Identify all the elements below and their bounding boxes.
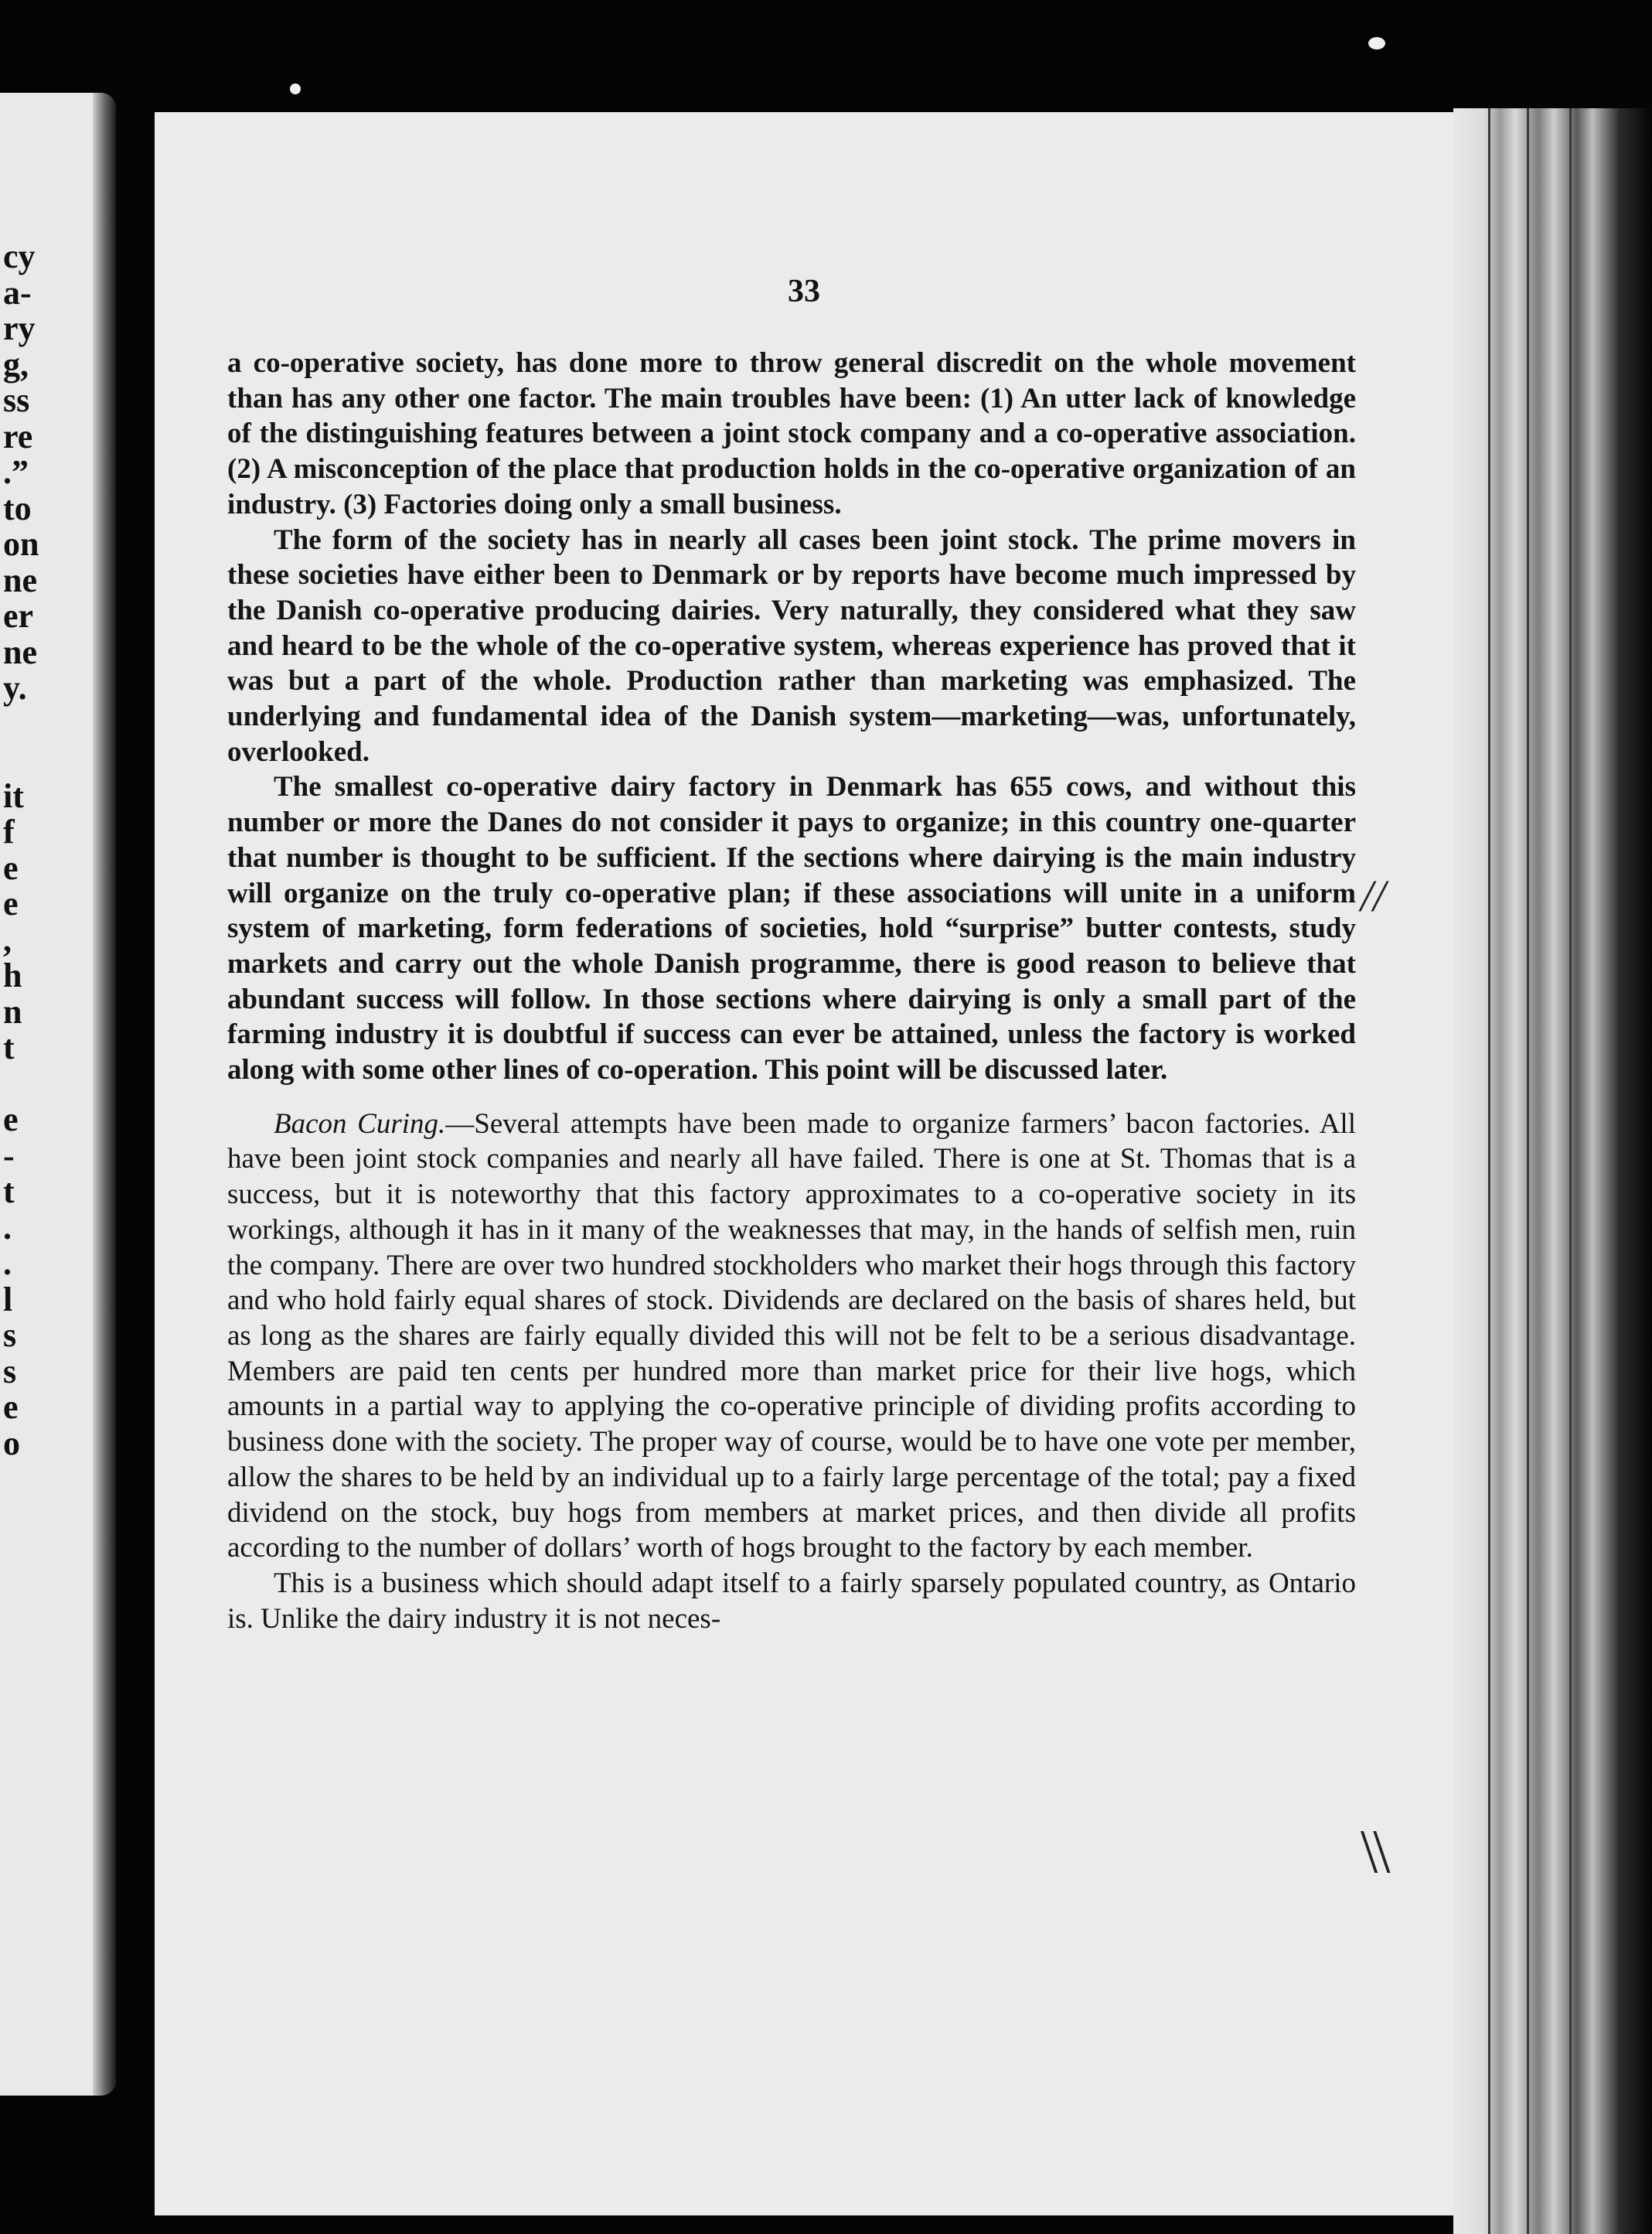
handwritten-margin-mark-upper: // — [1361, 871, 1386, 921]
paragraph-3: The smallest co-operative dairy factory in Denmark has 655 cows, and without this number or more the Danes do not consider it pays to organize; in this country one-quarter that number is thought to be sufficient. If the sections where dairying is the main industry will organize on the truly co-operative plan; if these associations will unite in a uniform system of marketing, form federations of societies, hold “surprise” butter contests, study markets and carry out the whole Danish programme, there is good reason to believe that abundant success will follow. In those sections where dairying is only a small part of the farming industry it is doubtful if success can ever be attained, unless the factory is worked along with some other lines of co-operation. This point will be discussed later. — [227, 771, 1356, 1086]
left-page-fragment: e — [3, 1388, 19, 1426]
left-page-fragment: .” — [3, 453, 29, 491]
paragraph-bacon-curing — [227, 1107, 1356, 1566]
left-facing-page — [0, 93, 116, 2096]
page-edge-line — [1488, 108, 1490, 2234]
left-page-fragment: l — [3, 1280, 13, 1318]
left-page-fragment: it — [3, 776, 24, 815]
page-stack-edge — [1453, 108, 1652, 2234]
paragraph-4-text: —Several attempts have been made to organize farmers’ bacon factories. All have been joint stock companies and nearly all have failed. There is one at St. Thomas that is a success, but it is noteworthy that this factory approximates to a co-operative society in its workings, although it has in it many of the weaknesses that may, in the hands of selfish men, ruin the company. There are over two hundred stockholders who market their hogs through this factory and who hold fairly equal shares of stock. Dividends are declared on the basis of shares held, but as long as the shares are fairly equally divided this will not be felt to be a serious disadvantage. Members are paid ten cents per hundred more than market price for their live hogs, which amounts in a partial way to applying the co-operative principle of dividing profits according to business done with the society. The proper way of course, would be to have one vote per member, allow the shares to be held by an individual up to a fairly large percentage of the total; pay a fixed dividend on the stock, buy hogs from members at market prices, and then divide all profits according to the number of dollars’ worth of hogs brought to the factory by each member. — [227, 1107, 1356, 1564]
page-edge-line — [1569, 108, 1572, 2234]
left-page-fragment: t — [3, 1028, 15, 1066]
left-page-fragment: . — [3, 1208, 12, 1247]
paragraph-1: a co-operative society, has done more to throw general discredit on the whole movement than has any other one factor. The main troubles have been: (1) An utter lack of knowledge of the distinguishing features between a joint stock company and a co-operative association. (2) A misconception of the place that production holds in the co-operative organization of an industry. (3) Factories doing only a small business. — [227, 347, 1356, 520]
paragraph-5: This is a business which should adapt itself to a fairly sparsely populated country, as Ontario is. Unlike the dairy industry it is not neces- — [227, 1567, 1356, 1635]
left-page-fragment: s — [3, 1316, 17, 1354]
left-page-fragment: ne — [3, 561, 37, 599]
page-gutter-shadow — [93, 93, 116, 2096]
left-page-fragment: y. — [3, 669, 27, 707]
left-page-fragment: on — [3, 525, 39, 563]
page-body — [227, 346, 1356, 1636]
left-page-fragment: re — [3, 417, 33, 455]
scan-speck — [290, 84, 301, 94]
handwritten-margin-mark-lower: \\ — [1361, 1818, 1386, 1886]
section-heading-bacon-curing: Bacon Curing. — [274, 1107, 446, 1140]
left-page-fragment: e — [3, 1100, 19, 1138]
left-page-fragment: . — [3, 1244, 12, 1282]
left-page-fragment: , — [3, 920, 12, 959]
scan-speck — [1368, 37, 1385, 49]
left-page-fragment: a- — [3, 273, 32, 312]
paragraph-2: The form of the society has in nearly all cases been joint stock. The prime movers in these societies have either been to Denmark or by reports have become much impressed by the Danish co-operative producing dairies. Very naturally, they considered what they saw and heard to be the whole of the co-operative system, whereas experience has proved that it was but a part of the whole. Production rather than marketing was emphasized. The underlying and fundamental idea of the Danish system—marketing—was, unfortunately, overlooked. — [227, 524, 1356, 768]
left-page-fragment: f — [3, 813, 15, 851]
left-page-fragment: h — [3, 957, 22, 994]
document-page — [155, 112, 1453, 2215]
left-page-fragment: ss — [3, 381, 30, 419]
left-page-fragment: g, — [3, 345, 29, 384]
left-page-fragment: s — [3, 1352, 17, 1390]
left-page-fragment: e — [3, 848, 19, 887]
left-page-fragment: n — [3, 992, 22, 1031]
page-edge-line — [1527, 108, 1529, 2234]
left-page-fragment: o — [3, 1424, 20, 1462]
left-page-fragment: to — [3, 489, 32, 527]
left-page-fragment: er — [3, 597, 34, 635]
left-page-fragment: t — [3, 1172, 15, 1210]
left-page-fragment: e — [3, 885, 19, 923]
page-number: 33 — [788, 274, 820, 309]
left-page-fragment: - — [3, 1136, 15, 1175]
left-page-fragment: ne — [3, 633, 37, 671]
left-page-fragment: cy — [3, 237, 36, 275]
left-page-fragment: ry — [3, 309, 36, 347]
